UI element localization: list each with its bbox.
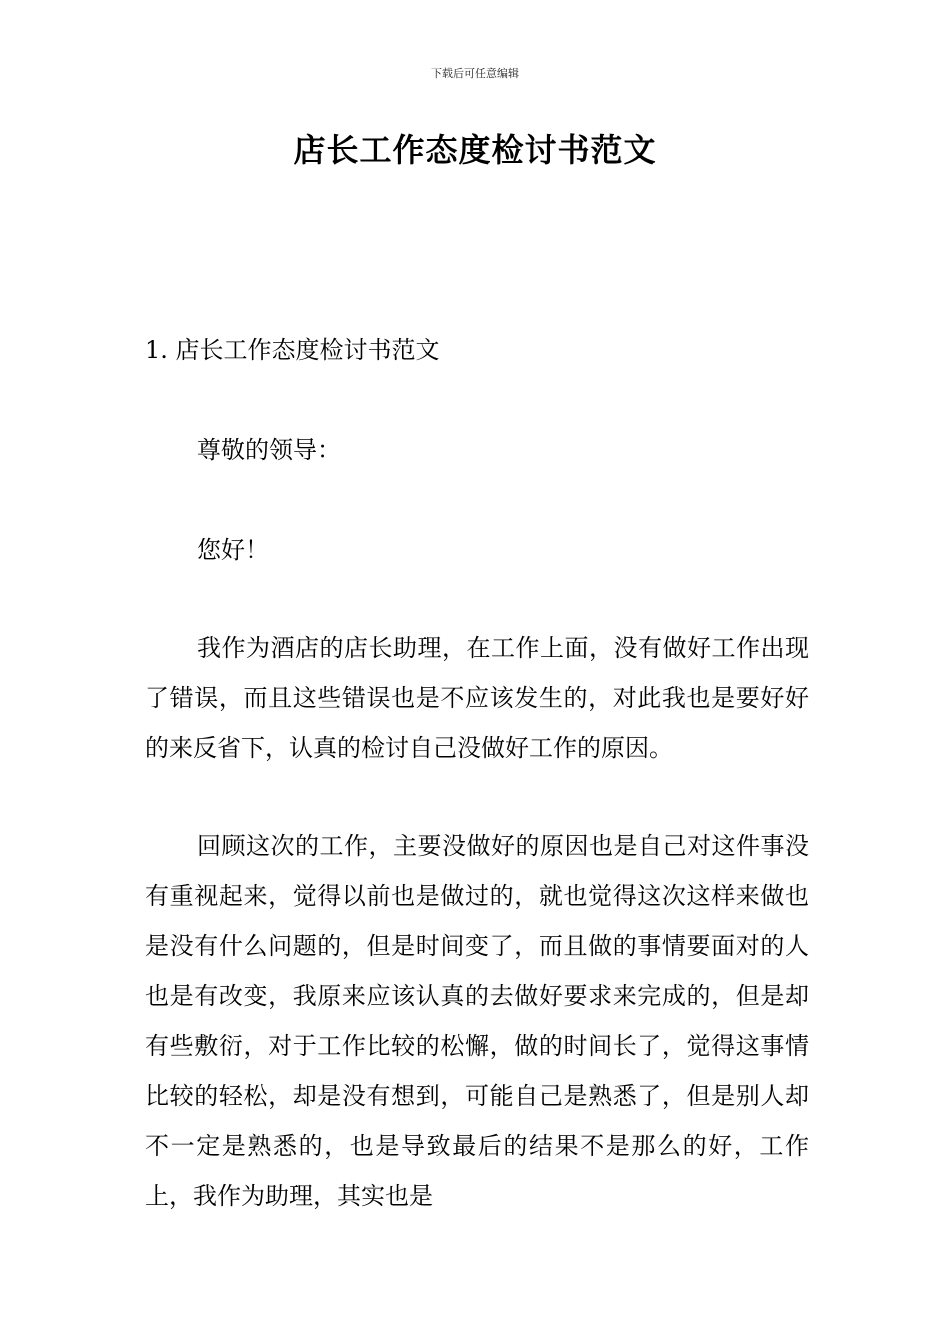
section-heading: 1. 店长工作态度检讨书范文: [145, 336, 440, 364]
body-paragraph-1: 我作为酒店的店长助理，在工作上面，没有做好工作出现了错误，而且这些错误也是不应该发生的，对此我也是要好好的来反省下，认真的检讨自己没做好工作的原因。: [145, 634, 809, 762]
header-note: 下载后可任意编辑: [431, 67, 519, 80]
document-title: 店长工作态度检讨书范文: [293, 131, 657, 169]
body-paragraph-2: 回顾这次的工作，主要没做好的原因也是自己对这件事没有重视起来，觉得以前也是做过的，就也觉得这次这样来做也是没有什么问题的，但是时间变了，而且做的事情要面对的人也是有改变，我原来应该认真的去做好要求来完成的，但是却有些敷衍，对于工作比较的松懈，做的时间长了，觉得这事情比较的轻松，却是没有想到，可能自己是熟悉了，但是别人却不一定是熟悉的，也是导致最后的结果不是那么的好，工作上，我作为助理，其实也是: [145, 832, 809, 1210]
greeting-paragraph: 尊敬的领导：: [197, 436, 341, 464]
hello-paragraph: 您好！: [197, 536, 269, 564]
